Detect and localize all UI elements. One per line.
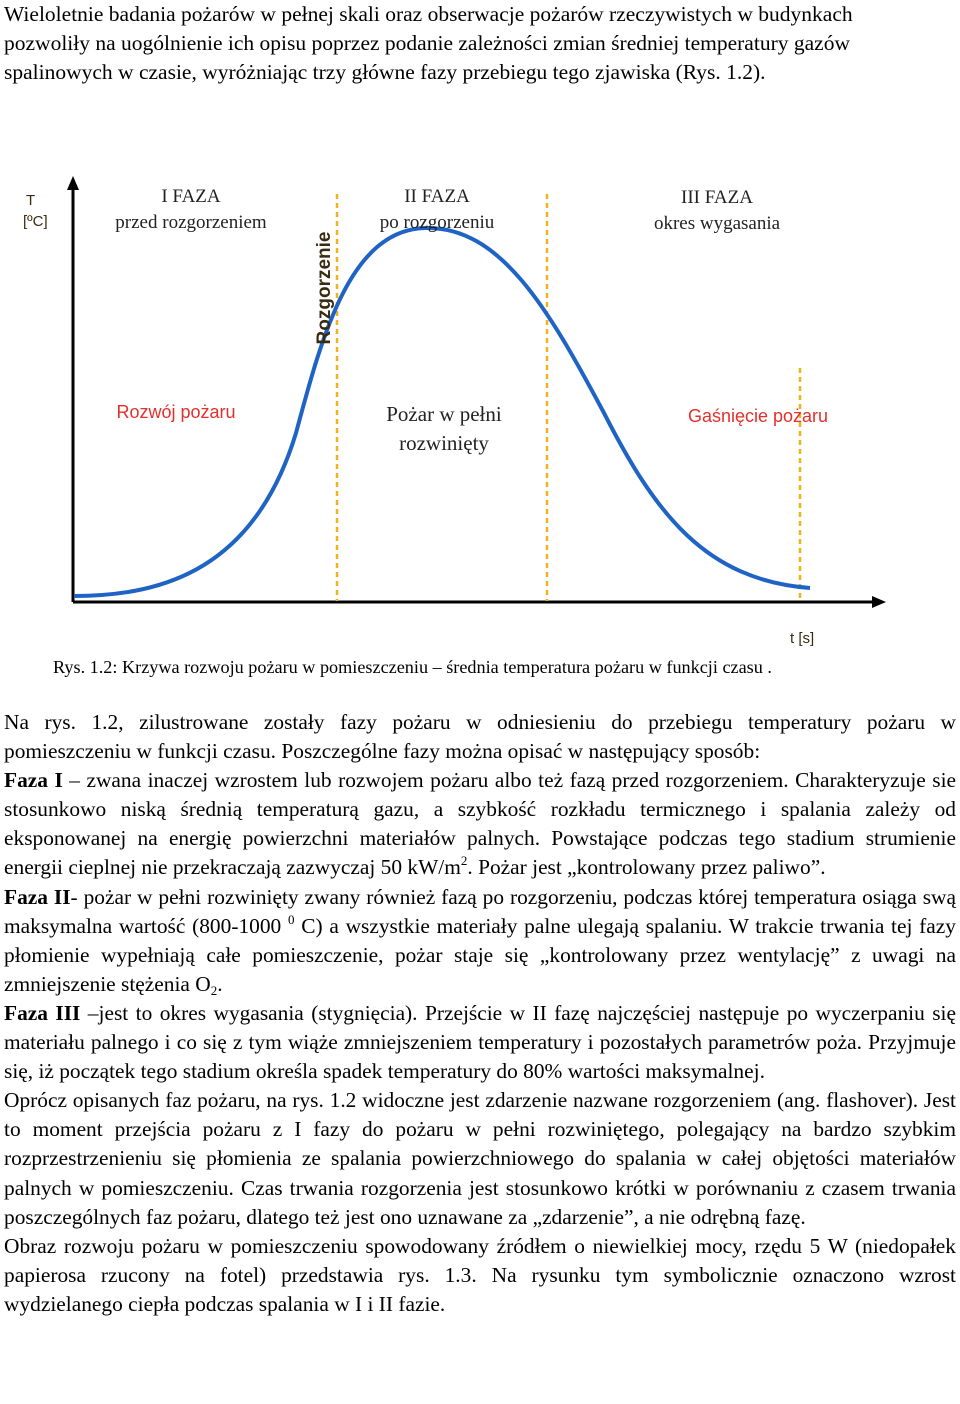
paragraph-phase-2 <box>4 883 956 999</box>
intro-paragraph: Wieloletnie badania pożarów w pełnej skali oraz obserwacje pożarów rzeczywistych w budynkach pozwoliły na uogólnienie ich opisu poprzez podanie zależności zmian średniej temperatury gazów spalinowych w czasie, wyróżniając trzy główne fazy przebiegu tego zjawiska (Rys. 1.2). <box>4 2 853 85</box>
fire-curve-figure <box>0 168 960 656</box>
paragraph-intro-phases: Na rys. 1.2, zilustrowane zostały fazy pożaru w odniesieniu do przebiegu temperatury pożaru w pomieszczeniu w funkcji czasu. Poszczególne fazy można opisać w następujący sposób: <box>4 710 956 764</box>
phase-3-text: –jest to okres wygasania (stygnięcia). Przejście w II fazę najczęściej następuje po wyczerpaniu się materiału palnego i co się z tym wiąże zmniejszeniem temperatury i pozostałych parametrów poża. Przyjmuje się, iż początek tego stadium określa spadek temperatury do 80% wartości maksymalnej. <box>4 1000 956 1084</box>
phase-1-end: . Pożar jest „kontrolowany przez paliwo”. <box>467 855 826 880</box>
y-axis-label: T <box>26 192 36 209</box>
paragraph-phase-3 <box>4 999 956 1086</box>
phase-3-label: Faza III <box>4 1000 81 1025</box>
phase-2-text: - pożar w pełni rozwinięty zwany również fazą po rozgorzeniu, podczas której temperatura osiąga swą maksymalna wartość (800-1000 <box>4 884 956 938</box>
phase-2-text-cont: C) a wszystkie materiały palne ulegają spalaniu. W trakcie trwania tej fazy płomienie wypełniają całe pomieszczenie, pożar staje się „kontrolowany przez wentylację” z uwagi na zmniejszenie stężenia O <box>4 913 956 996</box>
x-axis-label: t [s] <box>790 630 815 647</box>
stage-label-full-line2: rozwinięty <box>399 431 489 455</box>
phase-3-subtitle: okres wygasania <box>653 213 781 234</box>
y-axis-unit: [ºC] <box>23 213 48 230</box>
figure-caption: Rys. 1.2: Krzywa rozwoju pożaru w pomieszczeniu – średnia temperatura pożaru w funkcji czasu . <box>53 657 772 677</box>
fire-curve-svg <box>0 168 960 656</box>
y-axis-arrow <box>67 176 79 190</box>
phase-2-label: Faza II <box>4 884 71 909</box>
stage-label-decay: Gaśnięcie pożaru <box>687 406 829 426</box>
x-axis-arrow <box>872 596 886 608</box>
phase-2-title: II FAZA <box>404 186 470 207</box>
paragraph-flashover: Oprócz opisanych faz pożaru, na rys. 1.2 widoczne jest zdarzenie nazwane rozgorzeniem (ang. flashover). Jest to moment przejścia pożaru z I fazy do pożaru w pełni rozwiniętego, polegający na bardzo szybkim rozprzestrzenieniu się płomienia ze spalania powierzchniowego do spalania w całej objętości materiałów palnych w pomieszczeniu. Czas trwania rozgorzenia jest stosunkowo krótki w porównaniu z czasem trwania poszczególnych faz pożaru, dlatego też jest ono uznawane za „zdarzenie”, a nie odrębną fazę. <box>4 1088 956 1229</box>
phase-2-end: . <box>217 971 223 996</box>
phase-1-text: – zwana inaczej wzrostem lub rozwojem pożaru albo też fazą przed rozgorzeniem. Charakteryzuje sie stosunkowo niską średnią temperaturą gazu, a szybkość rozkładu termicznego i spalania zależy od eksponowanej na energię powierzchni materiałów palnych. Powstające podczas tego stadium strumienie energii cieplnej nie przekraczają zazwyczaj 50 kW/m <box>4 768 957 880</box>
phase-1-sup: 2 <box>460 853 468 869</box>
paragraph-phase-1 <box>4 766 956 882</box>
phase-3-title: III FAZA <box>681 187 753 208</box>
phase-2-sub: 2 <box>210 982 218 998</box>
phase-2-sup: 0 <box>287 911 295 927</box>
phase-2-subtitle: po rozgorzeniu <box>379 212 495 233</box>
phase-1-title: I FAZA <box>161 186 221 207</box>
stage-label-growth: Rozwój pożaru <box>116 402 236 422</box>
paragraph-last: Obraz rozwoju pożaru w pomieszczeniu spowodowany źródłem o niewielkiej mocy, rzędu 5 W (niedopałek papierosa rzucony na fotel) przedstawia rys. 1.3. Na rysunku tym symbolicznie oznaczono wzrost wydzielanego ciepła podczas spalania w I i II fazie. <box>4 1233 956 1316</box>
stage-label-full-line1: Pożar w pełni <box>386 402 502 426</box>
phase-1-subtitle: przed rozgorzeniem <box>115 212 267 233</box>
flashover-label: Rozgorzenie <box>314 231 335 345</box>
body-text <box>4 708 956 1319</box>
phase-1-label: Faza I <box>4 768 63 793</box>
